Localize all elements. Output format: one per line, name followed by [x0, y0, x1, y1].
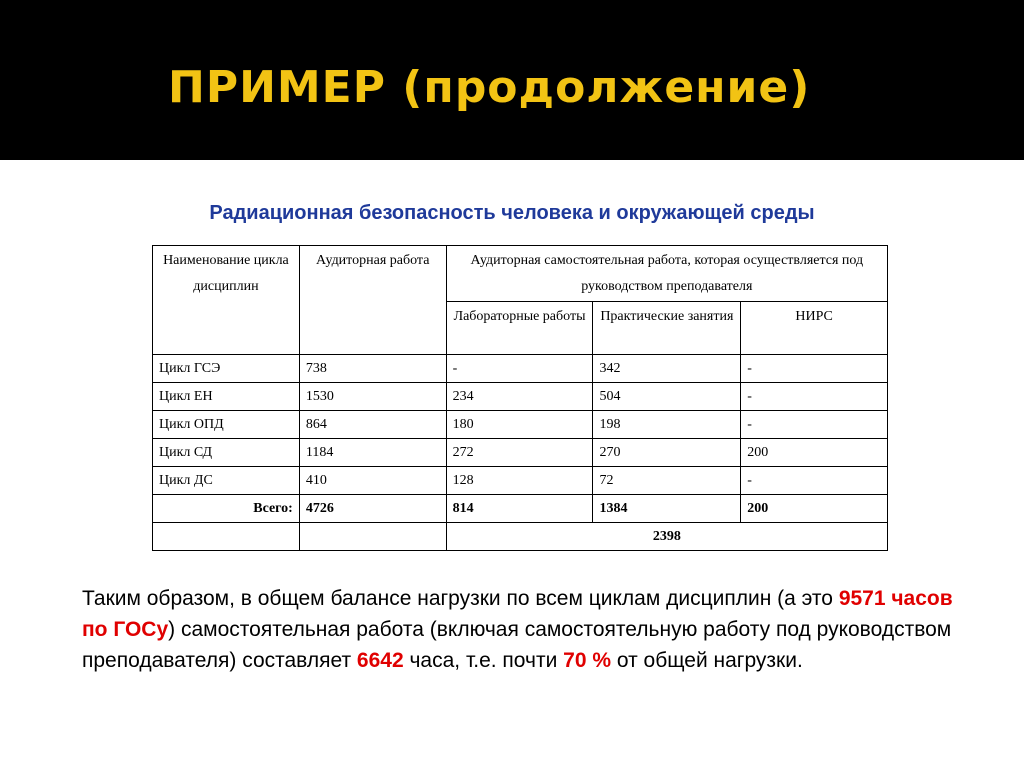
table-row: [153, 355, 888, 383]
table-row: [153, 439, 888, 467]
header-name: Наименование цикла дисциплин: [153, 246, 300, 355]
slide-content: [0, 160, 1024, 768]
cell-auditory: 410: [299, 467, 446, 495]
grand-total-row: [153, 523, 888, 551]
title-bar: [0, 0, 1024, 160]
table-row: [153, 411, 888, 439]
total-lab: 814: [446, 495, 593, 523]
cell-nirs: -: [741, 411, 888, 439]
cell-practical: 198: [593, 411, 741, 439]
cell-name: Цикл СД: [153, 439, 300, 467]
cell-name: Цикл ОПД: [153, 411, 300, 439]
grand-total: 2398: [446, 523, 887, 551]
total-label: Всего:: [153, 495, 300, 523]
total-nirs: 200: [741, 495, 888, 523]
cell-lab: -: [446, 355, 593, 383]
cell-name: Цикл ДС: [153, 467, 300, 495]
total-practical: 1384: [593, 495, 741, 523]
cell-lab: 272: [446, 439, 593, 467]
cell-practical: 504: [593, 383, 741, 411]
summary-text-2: ) самостоятельная работа (включая самостоятельную работу под руководством преподавателя) составляет: [82, 618, 952, 672]
cell-lab: 180: [446, 411, 593, 439]
cell-practical: 72: [593, 467, 741, 495]
cell-practical: 342: [593, 355, 741, 383]
workload-table: [152, 245, 888, 551]
cell-nirs: -: [741, 355, 888, 383]
cell-name: Цикл ЕН: [153, 383, 300, 411]
table-row: [153, 383, 888, 411]
cell-lab: 234: [446, 383, 593, 411]
table-subtitle: Радиационная безопасность человека и окружающей среды: [209, 202, 815, 224]
cell-nirs: -: [741, 467, 888, 495]
cell-lab: 128: [446, 467, 593, 495]
header-nirs: НИРС: [741, 302, 888, 355]
cell-nirs: -: [741, 383, 888, 411]
header-auditory: Аудиторная работа: [299, 246, 446, 355]
total-row: [153, 495, 888, 523]
empty-cell: [299, 523, 446, 551]
table-header-row: [153, 246, 888, 302]
summary-text-3: часа, т.е. почти: [403, 649, 564, 672]
cell-auditory: 738: [299, 355, 446, 383]
header-practical: Практические занятия: [593, 302, 741, 355]
cell-auditory: 864: [299, 411, 446, 439]
table-row: [153, 467, 888, 495]
empty-cell: [153, 523, 300, 551]
summary-paragraph: [82, 583, 982, 676]
cell-auditory: 1184: [299, 439, 446, 467]
highlight-percent: 70 %: [563, 649, 612, 672]
header-self-group: Аудиторная самостоятельная работа, которая осуществляется под руководством преподавателя: [446, 246, 887, 302]
cell-nirs: 200: [741, 439, 888, 467]
header-lab: Лабораторные работы: [446, 302, 593, 355]
highlight-gos-hours: 9571 часов по ГОСу: [82, 587, 953, 641]
slide-title: ПРИМЕР (продолжение): [168, 62, 811, 113]
cell-auditory: 1530: [299, 383, 446, 411]
total-auditory: 4726: [299, 495, 446, 523]
summary-text-1: Таким образом, в общем балансе нагрузки по всем циклам дисциплин (а это: [82, 587, 839, 610]
cell-name: Цикл ГСЭ: [153, 355, 300, 383]
summary-text-4: от общей нагрузки.: [611, 649, 803, 672]
cell-practical: 270: [593, 439, 741, 467]
highlight-self-hours: 6642: [356, 649, 404, 672]
